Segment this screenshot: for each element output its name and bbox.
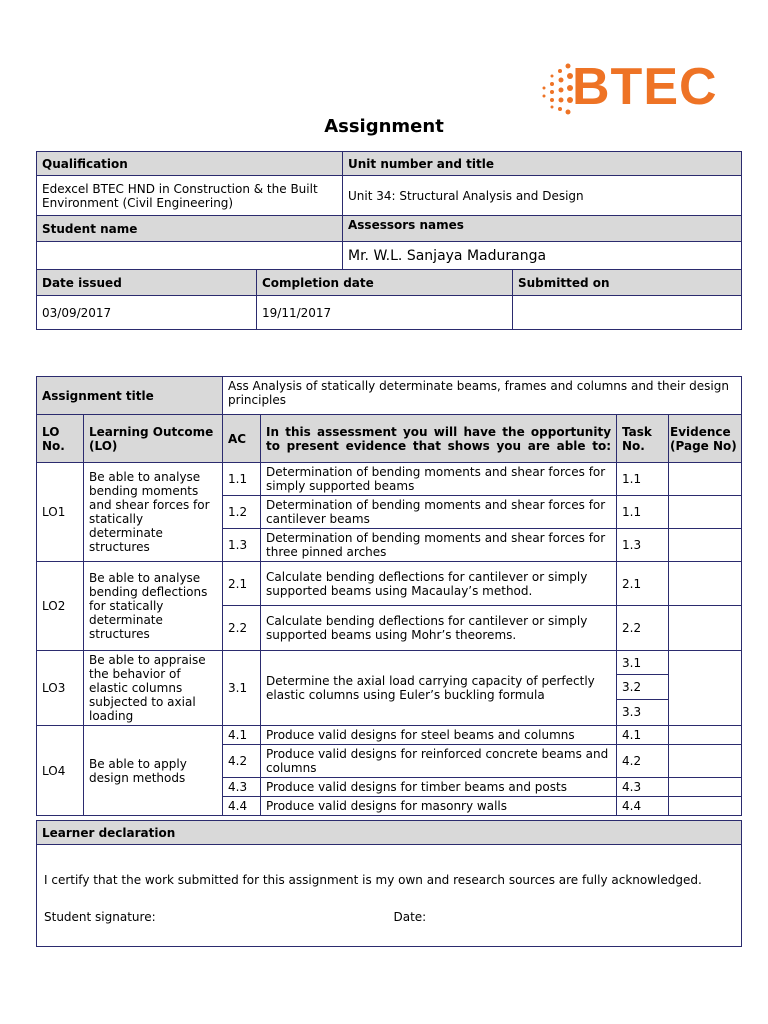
- criterion-text: Determination of bending moments and shear forces for cantilever beams: [261, 496, 617, 529]
- task-number: 3.3: [617, 699, 669, 725]
- unit-value: Unit 34: Structural Analysis and Design: [343, 176, 742, 216]
- student-name-field[interactable]: [37, 242, 343, 270]
- date-issued-label: Date issued: [37, 270, 257, 296]
- logo-text: BTEC: [572, 58, 718, 116]
- declaration-label: Learner declaration: [37, 821, 742, 845]
- learning-outcome: Be able to analyse bending deflections for statically determinate structures: [84, 562, 223, 651]
- learning-outcome-header: Learning Outcome (LO): [84, 415, 223, 463]
- criterion-text: Calculate bending deflections for cantilever or simply supported beams using Mohr’s theorems.: [261, 606, 617, 651]
- evidence-page-field[interactable]: [669, 496, 742, 529]
- criterion-text: Produce valid designs for steel beams and columns: [261, 726, 617, 745]
- ac-number: 2.1: [223, 562, 261, 606]
- evidence-page-field[interactable]: [669, 726, 742, 745]
- task-number: 4.3: [617, 778, 669, 797]
- assignment-title-value: Ass Analysis of statically determinate beams, frames and columns and their design principles: [223, 377, 742, 415]
- task-no-header: Task No.: [617, 415, 669, 463]
- unit-label: Unit number and title: [343, 152, 742, 176]
- evidence-page-field[interactable]: [669, 797, 742, 816]
- completion-date-label: Completion date: [257, 270, 513, 296]
- assessors-label: Assessors names: [343, 216, 742, 242]
- evidence-page-field[interactable]: [669, 778, 742, 797]
- task-number: 1.3: [617, 529, 669, 562]
- table-row: [37, 726, 742, 745]
- lo-number: LO3: [37, 651, 84, 726]
- completion-date-value: 19/11/2017: [257, 296, 513, 330]
- lo-no-header: LO No.: [37, 415, 84, 463]
- ac-number: 1.3: [223, 529, 261, 562]
- ac-number: 1.1: [223, 463, 261, 496]
- ac-number: 4.2: [223, 745, 261, 778]
- evidence-page-field[interactable]: [669, 463, 742, 496]
- evidence-page-field[interactable]: [669, 562, 742, 606]
- task-number: 4.1: [617, 726, 669, 745]
- evidence-page-field[interactable]: [669, 529, 742, 562]
- learner-declaration-table: [36, 820, 742, 947]
- assignment-title-label: Assignment title: [37, 377, 223, 415]
- lo-number: LO4: [37, 726, 84, 816]
- page-title: Assignment: [324, 116, 444, 137]
- lo-number: LO2: [37, 562, 84, 651]
- evidence-page-field[interactable]: [669, 651, 742, 726]
- lo-number: LO1: [37, 463, 84, 562]
- ac-number: 4.1: [223, 726, 261, 745]
- table-row: [37, 463, 742, 496]
- ac-number: 2.2: [223, 606, 261, 651]
- criterion-text: Produce valid designs for timber beams and posts: [261, 778, 617, 797]
- date-issued-value: 03/09/2017: [37, 296, 257, 330]
- criterion-text: Determination of bending moments and shear forces for three pinned arches: [261, 529, 617, 562]
- ac-header: AC: [223, 415, 261, 463]
- learning-outcomes-table: [36, 376, 742, 816]
- ac-number: 4.4: [223, 797, 261, 816]
- qualification-value: Edexcel BTEC HND in Construction & the Built Environment (Civil Engineering): [37, 176, 343, 216]
- assignment-info-table: [36, 151, 742, 330]
- task-number: 2.1: [617, 562, 669, 606]
- task-number: 1.1: [617, 463, 669, 496]
- ac-number: 3.1: [223, 651, 261, 726]
- btec-logo: [538, 60, 738, 120]
- table-row: [37, 562, 742, 606]
- evidence-intro-header: In this assessment you will have the opportunity to present evidence that shows you are able to:: [261, 415, 617, 463]
- criterion-text: Determination of bending moments and shear forces for simply supported beams: [261, 463, 617, 496]
- date-label: Date:: [387, 889, 742, 947]
- task-number: 4.2: [617, 745, 669, 778]
- task-number: 3.2: [617, 675, 669, 699]
- task-number: 1.1: [617, 496, 669, 529]
- student-signature-label: Student signature:: [37, 889, 387, 947]
- learning-outcome: Be able to appraise the behavior of elastic columns subjected to axial loading: [84, 651, 223, 726]
- qualification-label: Qualification: [37, 152, 343, 176]
- learning-outcome: Be able to analyse bending moments and shear forces for statically determinate structures: [84, 463, 223, 562]
- criterion-text: Calculate bending deflections for cantilever or simply supported beams using Macaulay’s method.: [261, 562, 617, 606]
- learning-outcome: Be able to apply design methods: [84, 726, 223, 816]
- criterion-text: Determine the axial load carrying capacity of perfectly elastic columns using Euler’s buckling formula: [261, 651, 617, 726]
- task-number: 3.1: [617, 651, 669, 675]
- ac-number: 4.3: [223, 778, 261, 797]
- evidence-page-field[interactable]: [669, 606, 742, 651]
- submitted-on-label: Submitted on: [513, 270, 742, 296]
- table-row: [37, 651, 742, 675]
- assessors-value: Mr. W.L. Sanjaya Maduranga: [343, 242, 742, 270]
- evidence-page-header: Evidence (Page No): [669, 415, 742, 463]
- criterion-text: Produce valid designs for reinforced concrete beams and columns: [261, 745, 617, 778]
- declaration-text: I certify that the work submitted for this assignment is my own and research sources are fully acknowledged.: [37, 845, 742, 889]
- ac-number: 1.2: [223, 496, 261, 529]
- task-number: 4.4: [617, 797, 669, 816]
- student-name-label: Student name: [37, 216, 343, 242]
- task-number: 2.2: [617, 606, 669, 651]
- criterion-text: Produce valid designs for masonry walls: [261, 797, 617, 816]
- evidence-page-field[interactable]: [669, 745, 742, 778]
- submitted-on-field[interactable]: [513, 296, 742, 330]
